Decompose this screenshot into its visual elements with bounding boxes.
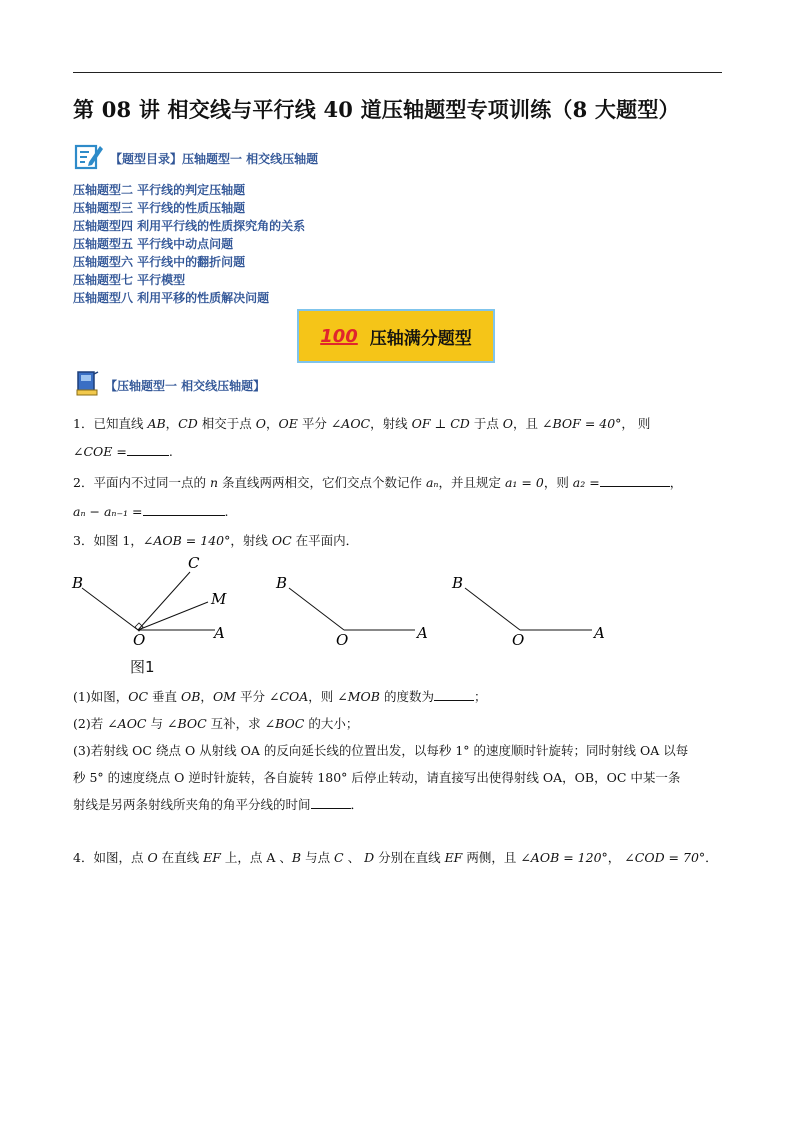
answer-blank[interactable] <box>143 503 225 516</box>
section-header-label: 【压轴题型一 相交线压轴题】 <box>105 378 266 393</box>
label-a: A <box>214 624 225 642</box>
q2-text: . <box>224 504 229 519</box>
q4-math: D <box>364 850 375 865</box>
q4-text: ． <box>705 850 718 865</box>
q3-text: 的度数为 <box>379 689 434 704</box>
full-score-banner <box>297 309 495 363</box>
q4-math: ∠AOB = 120° <box>520 850 608 865</box>
q3-math: OB <box>180 689 201 704</box>
q3-text: ； <box>473 689 487 704</box>
ray-om <box>138 602 208 630</box>
label-b: B <box>452 574 464 592</box>
toc-item[interactable]: 压轴题型二 平行线的判定压轴题 <box>73 183 246 197</box>
q3-text: 在平面内． <box>291 533 359 548</box>
label-o: O <box>133 631 146 649</box>
label-b: B <box>72 574 84 592</box>
q4-text: 分别在直线 <box>374 850 445 865</box>
q3-math: ∠AOB = 140° <box>142 533 231 548</box>
question-3-stem <box>73 531 358 549</box>
q3-text: 3．如图 1， <box>73 533 143 548</box>
q1-text: 于点 <box>469 416 503 431</box>
q2-text: ， <box>669 475 683 490</box>
toc-header-label: 【题型目录】压轴题型一 相交线压轴题 <box>110 151 319 166</box>
q3-math: ∠BOC <box>166 716 207 731</box>
question-3-part-3-line-3 <box>73 795 363 813</box>
q4-text: 上，点 A 、 <box>220 850 292 865</box>
label-a: A <box>594 624 605 642</box>
answer-blank[interactable] <box>127 443 169 456</box>
q1-math: OE <box>278 416 298 431</box>
q1-text: ，且 <box>513 416 543 431</box>
q3-text: (2)若 <box>73 716 108 731</box>
q1-text: . <box>168 444 173 459</box>
hundred-points-icon: 100 <box>320 325 358 347</box>
toc-header <box>74 141 318 175</box>
q4-text: 两侧，且 <box>462 850 521 865</box>
q1-text: 相交于点 <box>197 416 256 431</box>
q1-math: ∠BOF = 40° <box>542 416 622 431</box>
ray-oc <box>138 572 190 630</box>
q3-text: ，则 <box>308 689 338 704</box>
question-2-line-1 <box>73 473 682 491</box>
q1-text: ， 则 <box>621 416 651 431</box>
book-icon <box>75 368 101 402</box>
q3-text: ． <box>350 797 364 812</box>
question-2-line-2 <box>73 503 229 519</box>
q1-text: 平分 <box>297 416 331 431</box>
label-o: O <box>336 631 349 649</box>
q3-math: ∠BOC <box>264 716 305 731</box>
q2-math: a₁ = 0 <box>504 475 544 490</box>
q4-math: ∠COD = 70° <box>624 850 706 865</box>
edit-note-icon <box>74 140 104 176</box>
q3-text: 的大小； <box>304 716 359 731</box>
toc-item[interactable]: 压轴题型七 平行模型 <box>73 273 186 287</box>
question-3-part-3-line-2: 秒 5° 的速度绕点 O 逆时针旋转，各自旋转 180° 后停止转动，请直接写出使得射线 OA，OB，OC 中某一条 <box>73 770 681 785</box>
toc-item[interactable]: 压轴题型六 平行线中的翻折问题 <box>73 255 246 269</box>
label-b: B <box>276 574 288 592</box>
page-title: 第 08 讲 相交线与平行线 40 道压轴题型专项训练（8 大题型） <box>73 97 680 122</box>
q2-math: n <box>209 475 218 490</box>
q2-text: ，则 <box>543 475 573 490</box>
figure-3-diagram <box>451 574 605 649</box>
q1-math: CD <box>178 416 198 431</box>
label-m: M <box>211 590 227 608</box>
q1-text: ，射线 <box>370 416 412 431</box>
question-1-line-2 <box>73 443 173 459</box>
q4-math: EF <box>444 850 463 865</box>
toc-list <box>73 181 305 307</box>
q3-math: OM <box>212 689 236 704</box>
q1-math: ∠COE = <box>73 444 127 459</box>
top-rule <box>73 72 722 73</box>
question-3-part-2 <box>73 714 358 732</box>
question-3-part-1 <box>73 687 486 705</box>
figure-2-diagram <box>275 574 428 649</box>
q3-text: 射线是另两条射线所夹角的角平分线的时间 <box>73 797 311 812</box>
figure-1-diagram <box>71 554 227 649</box>
section-header <box>75 368 265 402</box>
q3-text: ， <box>200 689 213 704</box>
toc-item[interactable]: 压轴题型八 利用平移的性质解决问题 <box>73 291 270 305</box>
q3-text: (1)如图， <box>73 689 129 704</box>
q1-math: OF ⊥ CD <box>411 416 470 431</box>
answer-blank[interactable] <box>434 688 474 701</box>
figure-caption: 图1 <box>130 658 155 676</box>
q4-text: 4．如图，点 <box>73 850 148 865</box>
q3-text: 互补，求 <box>206 716 265 731</box>
q2-text: 2．平面内不过同一点的 <box>73 475 210 490</box>
q2-math: aₙ <box>425 475 439 490</box>
q4-math: B <box>291 850 302 865</box>
q3-math: ∠MOB <box>337 689 380 704</box>
q4-math: EF <box>203 850 221 865</box>
toc-item[interactable]: 压轴题型五 平行线中动点问题 <box>73 237 234 251</box>
q2-text: ，并且规定 <box>438 475 505 490</box>
q2-math: a₂ = <box>572 475 600 490</box>
q4-text: 与点 <box>301 850 335 865</box>
q1-math: O <box>255 416 266 431</box>
q3-math: ∠COA <box>268 689 309 704</box>
question-4-stem <box>73 848 718 866</box>
answer-blank[interactable] <box>600 474 670 487</box>
banner-text: 压轴满分题型 <box>369 328 472 349</box>
q3-text: 与 <box>146 716 167 731</box>
question-1-line-1 <box>73 414 650 432</box>
q4-text: 在直线 <box>157 850 204 865</box>
label-a: A <box>417 624 428 642</box>
q4-math: C <box>334 850 344 865</box>
q4-text: 、 <box>343 850 365 865</box>
q3-text: ，射线 <box>230 533 272 548</box>
q2-text: 条直线两两相交，它们交点个数记作 <box>218 475 426 490</box>
q1-text: ， <box>265 416 279 431</box>
question-3-part-3-line-1: (3)若射线 OC 绕点 O 从射线 OA 的反向延长线的位置出发，以每秒 1° 的速度顺时针旋转；同时射线 OA 以每 <box>73 743 689 758</box>
label-o: O <box>512 631 525 649</box>
q3-math: OC <box>271 533 292 548</box>
q3-math: ∠AOC <box>107 716 147 731</box>
toc-item[interactable]: 压轴题型三 平行线的性质压轴题 <box>73 201 246 215</box>
q1-math: O <box>502 416 514 431</box>
toc-item[interactable]: 压轴题型四 利用平行线的性质探究角的关系 <box>73 219 306 233</box>
answer-blank[interactable] <box>311 796 351 809</box>
q4-text: ， <box>607 850 625 865</box>
q2-math: aₙ − aₙ₋₁ = <box>73 504 143 519</box>
q1-text: ， <box>165 416 179 431</box>
q4-math: O <box>147 850 158 865</box>
q1-math: ∠AOC <box>330 416 371 431</box>
q1-math: AB <box>147 416 166 431</box>
q1-text: 1．已知直线 <box>73 416 148 431</box>
label-c: C <box>188 554 200 572</box>
q3-text: 垂直 <box>148 689 181 704</box>
ray-ob <box>82 588 138 630</box>
q3-math: OC <box>128 689 149 704</box>
q3-text: 平分 <box>235 689 269 704</box>
